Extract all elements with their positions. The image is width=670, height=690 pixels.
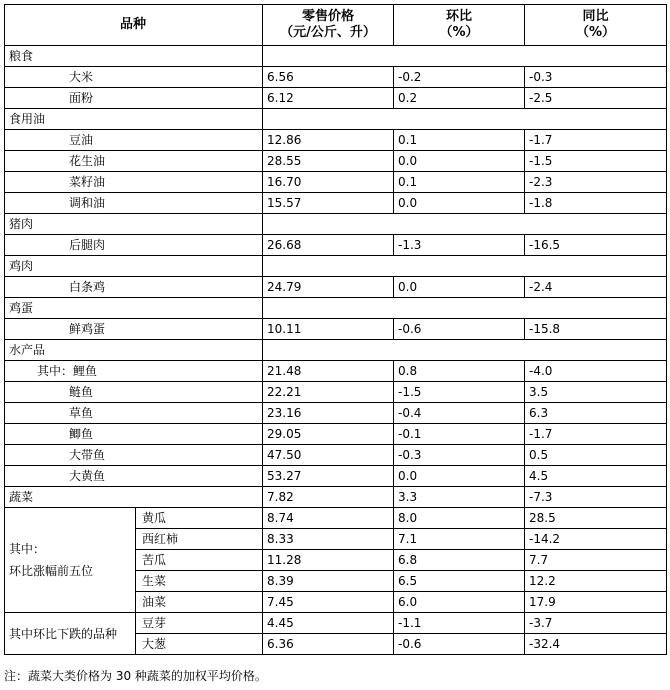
- yoy-cell: -14.2: [525, 529, 667, 550]
- price-cell: 28.55: [263, 151, 394, 172]
- table-row: [5, 466, 667, 487]
- yoy-cell: -3.7: [525, 613, 667, 634]
- price-cell: 6.12: [263, 88, 394, 109]
- header-price: 零售价格 （元/公斤、升）: [263, 5, 394, 46]
- item-name: 鲫鱼: [5, 424, 263, 445]
- mom-cell: 0.0: [394, 151, 525, 172]
- category-name: 水产品: [5, 340, 263, 361]
- price-cell: 23.16: [263, 403, 394, 424]
- item-name: 大带鱼: [5, 445, 263, 466]
- table-row: [5, 88, 667, 109]
- yoy-cell: -1.8: [525, 193, 667, 214]
- item-name: 大黄鱼: [5, 466, 263, 487]
- category-name: 猪肉: [5, 214, 263, 235]
- table-row: [5, 256, 667, 277]
- veg-down-group-label: 其中环比下跌的品种: [5, 613, 136, 655]
- table-header-row: [5, 5, 667, 46]
- price-cell: 8.39: [263, 571, 394, 592]
- price-cell: 8.74: [263, 508, 394, 529]
- mom-cell: 0.0: [394, 466, 525, 487]
- price-cell: 10.11: [263, 319, 394, 340]
- mom-cell: -0.1: [394, 424, 525, 445]
- table-row: [5, 67, 667, 88]
- mom-cell: -0.4: [394, 403, 525, 424]
- veg-up-label-line2: 环比涨幅前五位: [9, 564, 94, 578]
- empty-cell: [263, 298, 667, 319]
- header-yoy: 同比 （%）: [525, 5, 667, 46]
- price-cell: 6.36: [263, 634, 394, 655]
- item-name: 鲜鸡蛋: [5, 319, 263, 340]
- yoy-cell: 6.3: [525, 403, 667, 424]
- mom-cell: 6.5: [394, 571, 525, 592]
- item-name: 菜籽油: [5, 172, 263, 193]
- yoy-cell: 4.5: [525, 466, 667, 487]
- price-cell: 22.21: [263, 382, 394, 403]
- price-table: [4, 4, 667, 655]
- vegetable-name: 西红柿: [136, 529, 263, 550]
- price-cell: 21.48: [263, 361, 394, 382]
- price-cell: 47.50: [263, 445, 394, 466]
- mom-cell: -1.5: [394, 382, 525, 403]
- table-row: [5, 151, 667, 172]
- table-row: [5, 445, 667, 466]
- table-row: [5, 361, 667, 382]
- mom-cell: 0.1: [394, 130, 525, 151]
- table-row: [5, 298, 667, 319]
- yoy-cell: -2.4: [525, 277, 667, 298]
- yoy-cell: -15.8: [525, 319, 667, 340]
- category-name: 粮食: [5, 46, 263, 67]
- price-cell: 7.45: [263, 592, 394, 613]
- price-cell: 7.82: [263, 487, 394, 508]
- mom-cell: -1.1: [394, 613, 525, 634]
- price-cell: 53.27: [263, 466, 394, 487]
- table-row: [5, 172, 667, 193]
- mom-cell: 8.0: [394, 508, 525, 529]
- mom-cell: 0.0: [394, 277, 525, 298]
- table-row: [5, 403, 667, 424]
- item-name: 鲢鱼: [5, 382, 263, 403]
- vegetable-name: 豆芽: [136, 613, 263, 634]
- mom-cell: 6.8: [394, 550, 525, 571]
- price-cell: 24.79: [263, 277, 394, 298]
- mom-cell: -0.2: [394, 67, 525, 88]
- vegetable-name: 黄瓜: [136, 508, 263, 529]
- category-name: 鸡肉: [5, 256, 263, 277]
- category-name: 蔬菜: [5, 487, 263, 508]
- mom-cell: -1.3: [394, 235, 525, 256]
- header-name: 品种: [5, 5, 263, 46]
- item-name: 白条鸡: [5, 277, 263, 298]
- item-name: 花生油: [5, 151, 263, 172]
- vegetable-name: 油菜: [136, 592, 263, 613]
- header-mom: 环比 （%）: [394, 5, 525, 46]
- mom-cell: -0.6: [394, 634, 525, 655]
- mom-cell: -0.6: [394, 319, 525, 340]
- price-cell: 8.33: [263, 529, 394, 550]
- table-row: [5, 319, 667, 340]
- price-cell: 26.68: [263, 235, 394, 256]
- yoy-cell: 0.5: [525, 445, 667, 466]
- empty-cell: [263, 46, 667, 67]
- price-cell: 12.86: [263, 130, 394, 151]
- vegetable-name: 苦瓜: [136, 550, 263, 571]
- table-row: [5, 235, 667, 256]
- item-name: 其中：鲤鱼: [5, 361, 263, 382]
- price-cell: 4.45: [263, 613, 394, 634]
- mom-cell: 7.1: [394, 529, 525, 550]
- empty-cell: [263, 109, 667, 130]
- price-cell: 29.05: [263, 424, 394, 445]
- mom-cell: 6.0: [394, 592, 525, 613]
- yoy-cell: -32.4: [525, 634, 667, 655]
- item-name: 面粉: [5, 88, 263, 109]
- price-cell: 15.57: [263, 193, 394, 214]
- category-name: 鸡蛋: [5, 298, 263, 319]
- item-name: 调和油: [5, 193, 263, 214]
- mom-cell: 0.2: [394, 88, 525, 109]
- empty-cell: [263, 340, 667, 361]
- table-row: [5, 277, 667, 298]
- table-row: [5, 424, 667, 445]
- yoy-cell: -2.3: [525, 172, 667, 193]
- table-row: [5, 613, 667, 634]
- yoy-cell: 17.9: [525, 592, 667, 613]
- veg-up-group-label: [5, 508, 136, 613]
- yoy-cell: 12.2: [525, 571, 667, 592]
- yoy-cell: 3.5: [525, 382, 667, 403]
- yoy-cell: -2.5: [525, 88, 667, 109]
- veg-up-label-line1: 其中：: [9, 542, 46, 556]
- table-row: [5, 46, 667, 67]
- table-row: [5, 214, 667, 235]
- vegetable-name: 生菜: [136, 571, 263, 592]
- price-cell: 6.56: [263, 67, 394, 88]
- yoy-cell: -1.5: [525, 151, 667, 172]
- yoy-cell: 7.7: [525, 550, 667, 571]
- mom-cell: 0.8: [394, 361, 525, 382]
- item-name: 草鱼: [5, 403, 263, 424]
- mom-cell: -0.3: [394, 445, 525, 466]
- table-row: [5, 130, 667, 151]
- yoy-cell: -16.5: [525, 235, 667, 256]
- vegetable-name: 大葱: [136, 634, 263, 655]
- table-row: [5, 193, 667, 214]
- yoy-cell: 28.5: [525, 508, 667, 529]
- price-cell: 16.70: [263, 172, 394, 193]
- yoy-cell: -4.0: [525, 361, 667, 382]
- table-row: [5, 109, 667, 130]
- yoy-cell: -7.3: [525, 487, 667, 508]
- empty-cell: [263, 214, 667, 235]
- item-name: 大米: [5, 67, 263, 88]
- table-row: [5, 487, 667, 508]
- item-name: 后腿肉: [5, 235, 263, 256]
- yoy-cell: -1.7: [525, 424, 667, 445]
- mom-cell: 0.0: [394, 193, 525, 214]
- category-name: 食用油: [5, 109, 263, 130]
- empty-cell: [263, 256, 667, 277]
- yoy-cell: -0.3: [525, 67, 667, 88]
- table-row: [5, 508, 667, 529]
- price-cell: 11.28: [263, 550, 394, 571]
- yoy-cell: -1.7: [525, 130, 667, 151]
- footnote: 注：蔬菜大类价格为 30 种蔬菜的加权平均价格。: [4, 669, 267, 683]
- table-row: [5, 340, 667, 361]
- mom-cell: 3.3: [394, 487, 525, 508]
- item-name: 豆油: [5, 130, 263, 151]
- table-row: [5, 382, 667, 403]
- mom-cell: 0.1: [394, 172, 525, 193]
